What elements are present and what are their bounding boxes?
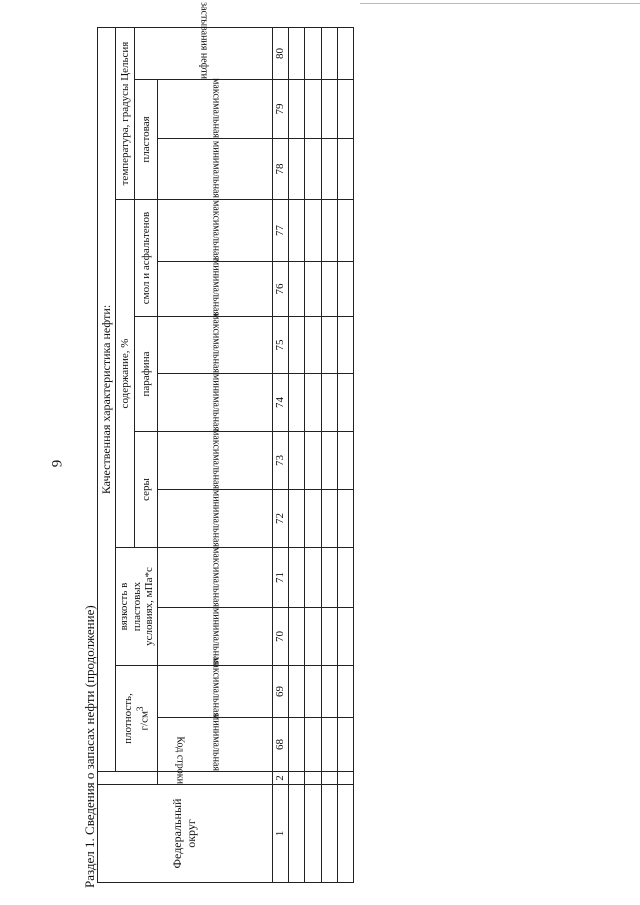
reservoir-max: максимальная bbox=[158, 80, 273, 139]
table-row bbox=[289, 28, 305, 883]
colnum-2: 2 bbox=[272, 772, 288, 785]
colnum-73: 73 bbox=[272, 432, 288, 490]
colnum-74: 74 bbox=[272, 374, 288, 432]
paraffin-max: максимальная bbox=[158, 317, 273, 374]
colnum-1: 1 bbox=[272, 785, 288, 883]
table-row bbox=[305, 28, 321, 883]
colnum-76: 76 bbox=[272, 262, 288, 317]
page-number: 9 bbox=[49, 459, 66, 468]
table-row bbox=[321, 28, 337, 883]
colnum-69: 69 bbox=[272, 666, 288, 718]
header-federal-district: Федеральный округ bbox=[98, 785, 273, 883]
header-density: плотность, $г/см^3$ bbox=[116, 666, 158, 772]
top-border-line bbox=[360, 3, 640, 4]
table-row bbox=[337, 28, 353, 883]
viscosity-max: максимальная bbox=[158, 548, 273, 608]
colnum-80: 80 bbox=[272, 28, 288, 80]
resins-min: минимальная bbox=[158, 262, 273, 317]
header-paraffin: парафина bbox=[134, 317, 158, 432]
header-quality: Качественная характеристика нефти: bbox=[98, 28, 116, 772]
header-content: содержание, % bbox=[116, 200, 134, 548]
density-min: минимальная bbox=[158, 718, 273, 772]
section-title: Раздел 1. Сведения о запасах нефти (продолжение) bbox=[82, 605, 97, 888]
header-viscosity: вязкость в пластовых условиях, мПа*с bbox=[116, 548, 158, 666]
colnum-75: 75 bbox=[272, 317, 288, 374]
sulfur-max: максимальная bbox=[158, 432, 273, 490]
colnum-77: 77 bbox=[272, 200, 288, 262]
header-pour: застывания нефти bbox=[134, 28, 272, 80]
density-max: максимальная bbox=[158, 666, 273, 718]
colnum-78: 78 bbox=[272, 139, 288, 200]
colnum-72: 72 bbox=[272, 490, 288, 548]
colnum-79: 79 bbox=[272, 80, 288, 139]
header-sulfur: серы bbox=[134, 432, 158, 548]
header-temperature: температура, градусы Цельсия bbox=[116, 28, 134, 200]
colnum-68: 68 bbox=[272, 718, 288, 772]
stock-quality-table bbox=[97, 2, 354, 883]
header-reservoir: пластовая bbox=[134, 80, 158, 200]
paraffin-min: минимальная bbox=[158, 374, 273, 432]
viscosity-min: минимальная bbox=[158, 608, 273, 666]
sulfur-min: минимальная bbox=[158, 490, 273, 548]
header-resins: смол и асфальтенов bbox=[134, 200, 158, 317]
column-number-row bbox=[272, 28, 288, 883]
colnum-71: 71 bbox=[272, 548, 288, 608]
reservoir-min: минимальная bbox=[158, 139, 273, 200]
colnum-70: 70 bbox=[272, 608, 288, 666]
header-code: Код строки bbox=[158, 772, 273, 785]
resins-max: максимальная bbox=[158, 200, 273, 262]
